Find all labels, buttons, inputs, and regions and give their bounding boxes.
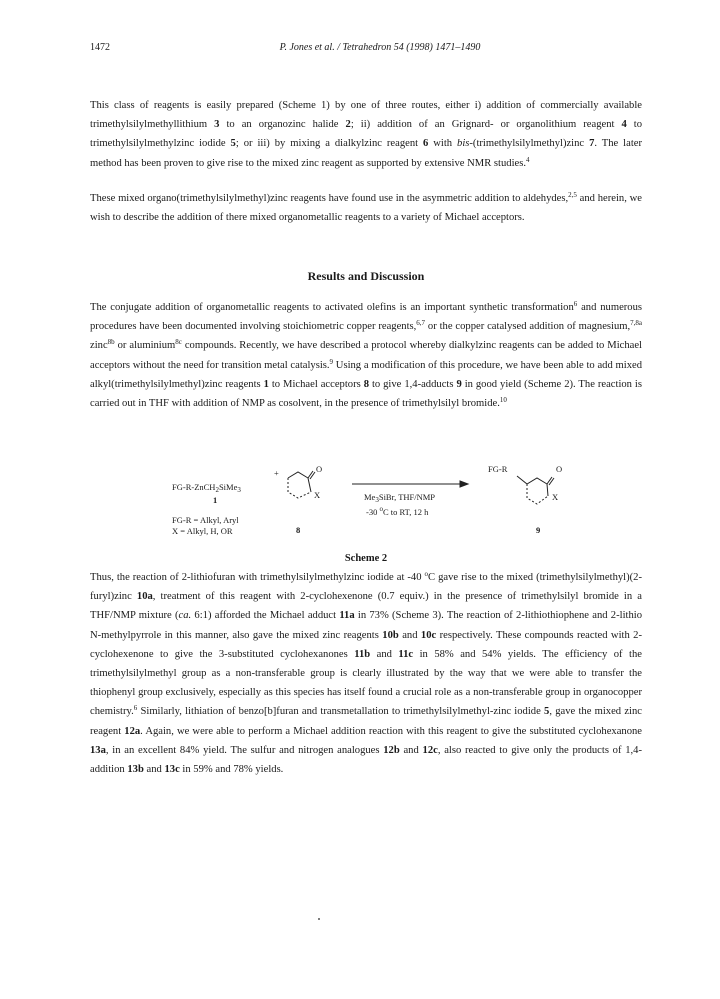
acceptor-number: 8: [296, 525, 301, 535]
product-number: 9: [536, 525, 541, 535]
plus-sign: +: [274, 468, 279, 478]
acceptor-ring-dashed: [288, 478, 311, 498]
product-ketone-bonds: [517, 476, 547, 484]
reaction-conditions-reagents: $Me_3SiBr$, THF/NMP: [364, 492, 436, 504]
scheme-caption: Scheme 2: [344, 553, 388, 564]
paragraph-reagent-use: These mixed organo(trimethylsilylmethyl)zinc reagents have found use in the asymmetric addition to aldehydes,$^{2,5}$ and herein, we wish to describe the addition of there mixed organometallic reagents to a variety of Michael acceptors.: [90, 191, 642, 224]
reagent-number: 1: [213, 495, 218, 505]
reaction-arrow-head: [460, 481, 468, 487]
substituent-definition-x: X = Alkyl, H, OR: [172, 526, 233, 536]
scheme-2-diagram: [170, 462, 570, 542]
print-speck: [318, 918, 320, 920]
acceptor-x-label: X: [314, 490, 321, 500]
paragraph-reagent-preparation: This class of reagents is easily prepared (Scheme 1) by one of three routes, either i) addition of commercially available trimethylsilylmethyllithium 3 to an organozinc halide 2; ii) addition of an Grignard- or organolithium reagent 4 to trimethylsilylmethylzinc iodide 5; or iii) by mixing a dialkylzinc reagent 6 with bis-(trimethylsilylmethyl)zinc 7. The later method has been proven to give rise to the mixed zinc reagent as supported by extensive NMR studies.$^4$: [90, 100, 643, 169]
paragraph-conjugate-addition: The conjugate addition of organometallic reagents to activated olefins is an important synthetic transformation$^6$ and numerous procedures have been documented involving stoichiometric copper reagents,$^{6,7}$ or the copper catalysed addition of magnesium,$^{7,8a}$ zinc$^{8b}$ or aluminium$^{8c}$ compounds. Recently, we have described a protocol whereby dialkylzinc reagents can be added to Michael acceptors without the need for transition metal catalysis.$^9$ Using a modification of this procedure, we have been able to add mixed alkyl(trimethylsilylmethyl)zinc reagents 1 to Michael acceptors 8 to give 1,4-adducts 9 in good yield (Scheme 2). The reaction is carried out in THF with addition of NMP as cosolvent, in the presence of trimethylsilyl bromide.$^{10}$: [90, 300, 643, 410]
paragraph-results: Thus, the reaction of 2-lithiofuran with trimethylsilylmethylzinc iodide at -40 $^o$C gave rise to the mixed (trimethylsilylmethyl)(2-furyl)zinc 10a, treatment of this reagent with 2-cyclohexenone (0.7 equiv.) in the presence of trimethylsilyl bromide in a THF/NMP mixture (ca. 6:1) afforded the Michael adduct 11a in 73% (Scheme 3). The reaction of 2-lithiothiophene and 2-lithio N-methylpyrrole in this manner, also gave the mixed zinc reagents 10b and 10c respectively. These compounds reacted with 2-cyclohexenone to give the 3-substituted cyclohexanones 11b and 11c in 58% and 54% yields. The efficiency of the trimethylsilylmethyl group as a non-transferable group is clearly illustrated by the way that we were able to transfer the thiophenyl group exclusively, especially as this species has itself found a crucial role as a non-transferable group in organocopper chemistry.$^6$ Similarly, lithiation of benzo[b]furan and transmetallation to trimethylsilylmethyl-zinc iodide 5, gave the mixed zinc reagent 12a. Again, we were able to perform a Michael addition reaction with this reagent to give the substituted cyclohexanone 13a, in an excellent 84% yield. The sulfur and nitrogen analogues 12b and 12c, also reacted to give only the products of 1,4-addition 13b and 13c in 59% and 78% yields.: [90, 570, 642, 776]
reaction-conditions-temperature: -30 $^o$C to RT, 12 h: [366, 505, 429, 517]
acceptor-enone-bonds: [288, 472, 308, 478]
substituent-definition-fg: FG-R = Alkyl, Aryl: [172, 515, 239, 525]
page-number: 1472: [90, 42, 110, 53]
reagent-formula: FG-R-ZnCH$_2$SiMe$_3$: [172, 482, 241, 494]
running-header: [90, 42, 650, 58]
product-ring-dashed: [527, 484, 548, 504]
acceptor-oxygen-label: O: [316, 464, 323, 474]
product-oxygen-label: O: [556, 464, 563, 474]
journal-reference: P. Jones et al. / Tetrahedron 54 (1998) 1471–1490: [279, 42, 481, 53]
product-fg-label: FG-R: [488, 464, 508, 474]
section-heading: Results and Discussion: [307, 269, 425, 283]
product-x-label: X: [552, 492, 559, 502]
